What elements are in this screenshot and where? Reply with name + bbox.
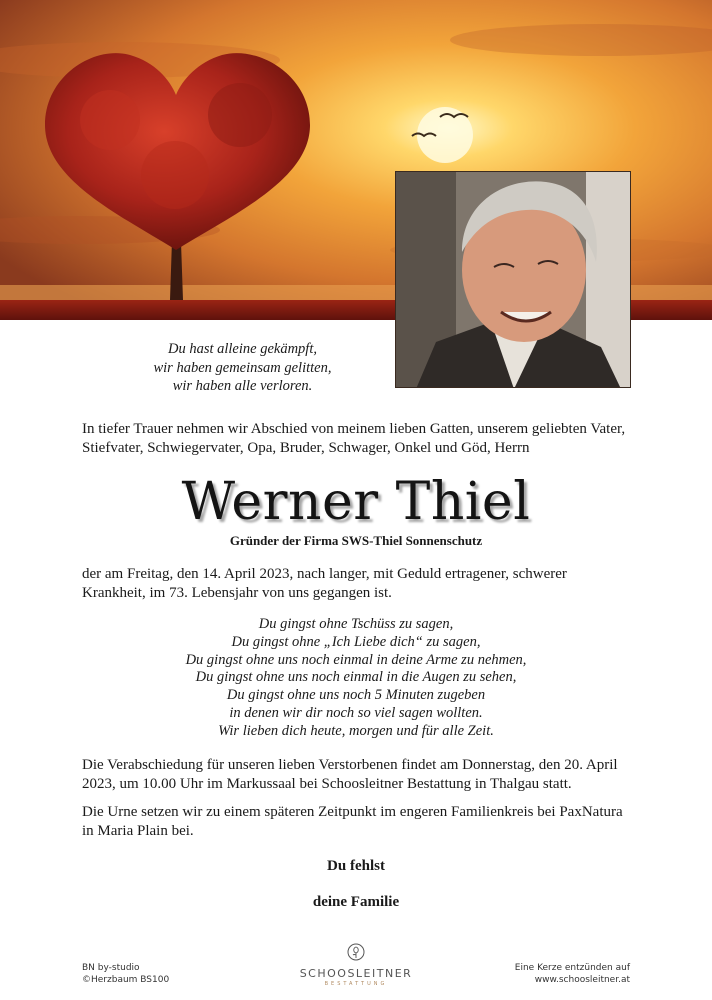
quote-line: Du hast alleine gekämpft,	[167, 341, 317, 357]
portrait-icon	[396, 172, 631, 388]
footer-candle-text: Eine Kerze entzünden auf	[514, 963, 630, 973]
footer-credit-line: ©Herzbaum BS100	[82, 975, 170, 985]
footer-candle-link	[515, 962, 630, 986]
top-quote	[120, 340, 365, 396]
poem-line: Du gingst ohne uns noch 5 Minuten zugeben	[226, 687, 486, 704]
poem	[0, 616, 712, 741]
footer-credit-line: BN by-studio	[82, 963, 140, 973]
poem-line: Du gingst ohne uns noch einmal in deine Arme zu nehmen,	[185, 651, 527, 668]
footer-website-link[interactable]: www.schoosleitner.at	[534, 975, 630, 985]
rose-icon	[347, 943, 365, 961]
deceased-name: Werner Thiel	[181, 472, 531, 532]
closing-line: Du fehlst	[327, 858, 385, 874]
death-notice: der am Freitag, den 14. April 2023, nach langer, mit Geduld ertragener, schwerer Krankheit, im 73. Lebensjahr von uns gegangen ist.	[82, 566, 567, 601]
logo-subtitle: BESTATTUNG	[324, 981, 388, 987]
signature-line: deine Familie	[312, 894, 400, 910]
ceremony-paragraph: Die Verabschiedung für unseren lieben Verstorbenen findet am Donnerstag, den 20. April 2023, um 10.00 Uhr im Markussaal bei Schoosleitner Bestattung in Thalgau statt.	[82, 757, 618, 792]
poem-line: Du gingst ohne uns noch einmal in die Augen zu sehen,	[195, 669, 517, 686]
poem-line: Du gingst ohne Tschüss zu sagen,	[258, 616, 454, 632]
quote-line: wir haben alle verloren.	[172, 378, 313, 394]
poem-line: Wir lieben dich heute, morgen und für alle Zeit.	[218, 722, 494, 739]
quote-line: wir haben gemeinsam gelitten,	[153, 359, 332, 376]
urn-paragraph: Die Urne setzen wir zu einem späteren Zeitpunkt im engeren Familienkreis bei PaxNatura in Maria Plain bei.	[82, 804, 623, 839]
poem-line: Du gingst ohne „Ich Liebe dich“ zu sagen,	[231, 633, 481, 650]
intro-paragraph: In tiefer Trauer nehmen wir Abschied von meinem lieben Gatten, unserem geliebten Vater, Stiefvater, Schwiegervater, Opa, Bruder, Schwager, Onkel und Göd, Herrn	[82, 421, 626, 456]
portrait-photo	[395, 171, 631, 388]
deceased-subtitle: Gründer der Firma SWS-Thiel Sonnenschutz	[229, 533, 483, 548]
poem-line: in denen wir dir noch so viel sagen wollten.	[229, 704, 483, 721]
logo-name: SCHOOSLEITNER	[299, 967, 413, 980]
